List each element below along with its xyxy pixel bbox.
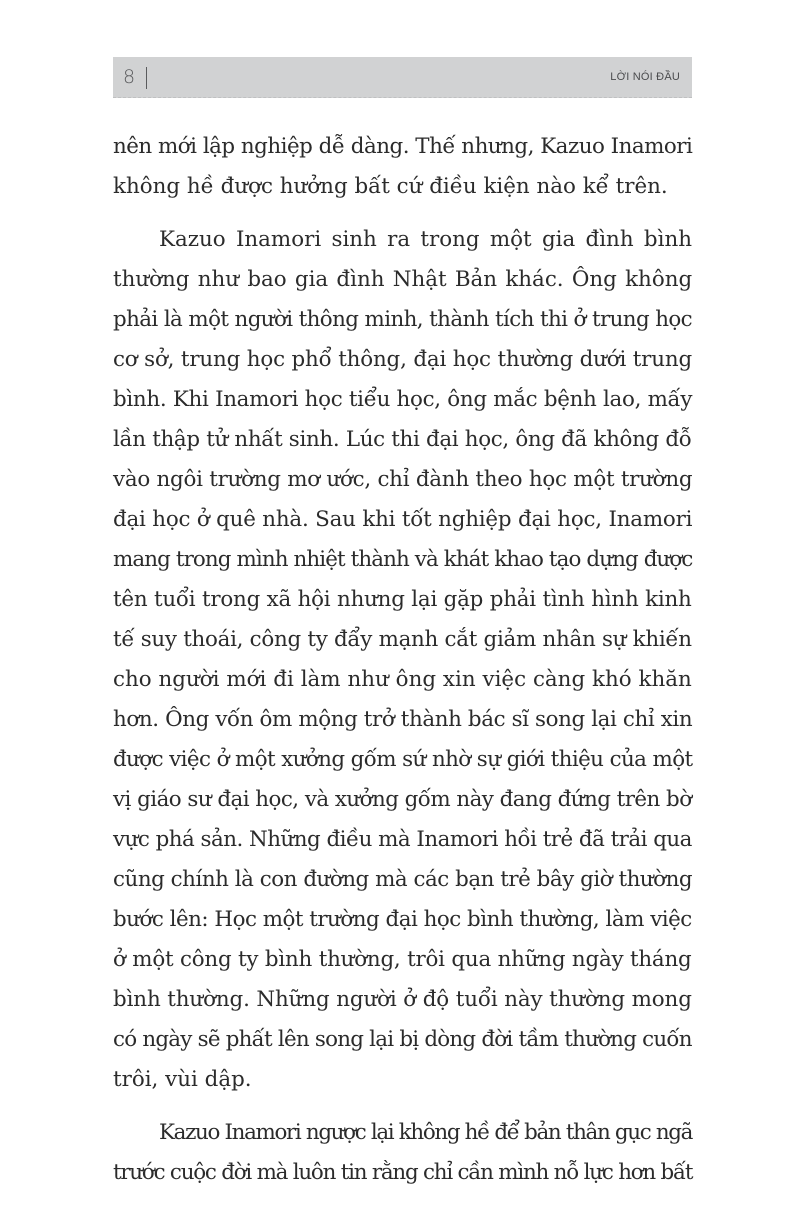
text-line: trôi, vùi dập. [113, 1067, 252, 1092]
text-line: đại học ở quê nhà. Sau khi tốt nghiệp đại học, Inamori [113, 507, 693, 532]
text-line: bình. Khi Inamori học tiểu học, ông mắc bệnh lao, mấy [113, 387, 693, 412]
text-line: tế suy thoái, công ty đẩy mạnh cắt giảm nhân sự khiến [113, 627, 692, 652]
text-line: trước cuộc đời mà luôn tin rằng chỉ cần mình nỗ lực hơn bất [113, 1160, 693, 1185]
paragraph [113, 220, 692, 1100]
text-line: vực phá sản. Những điều mà Inamori hồi trẻ đã trải qua [113, 827, 692, 852]
text-line: tên tuổi trong xã hội nhưng lại gặp phải tình hình kinh [113, 587, 692, 612]
body-text [113, 127, 692, 1206]
text-line: có ngày sẽ phất lên song lại bị dòng đời tầm thường cuốn [113, 1027, 692, 1052]
text-line: cơ sở, trung học phổ thông, đại học thường dưới trung [113, 347, 692, 372]
text-line: mang trong mình nhiệt thành và khát khao tạo dựng được [113, 547, 693, 572]
paragraph [113, 1113, 692, 1193]
text-line: hơn. Ông vốn ôm mộng trở thành bác sĩ song lại chỉ xin [113, 707, 693, 732]
page-number: 8 [123, 66, 136, 88]
text-line: bình thường. Những người ở độ tuổi này thường mong [113, 987, 692, 1012]
text-line: bước lên: Học một trường đại học bình thường, làm việc [113, 907, 692, 932]
text-line: Kazuo Inamori ngược lại không hề để bản thân gục ngã [159, 1120, 693, 1145]
running-header [113, 57, 692, 98]
paragraph [113, 127, 692, 207]
header-divider [146, 67, 147, 89]
text-line: được việc ở một xưởng gốm sứ nhờ sự giới thiệu của một [113, 747, 693, 772]
text-line: vị giáo sư đại học, và xưởng gốm này đang đứng trên bờ [113, 787, 692, 812]
text-line: lần thập tử nhất sinh. Lúc thi đại học, ông đã không đỗ [113, 427, 692, 452]
text-line: ở một công ty bình thường, trôi qua những ngày tháng [113, 947, 692, 972]
text-line: phải là một người thông minh, thành tích thi ở trung học [113, 307, 693, 332]
text-line: cho người mới đi làm như ông xin việc càng khó khăn [113, 667, 692, 692]
text-line: cũng chính là con đường mà các bạn trẻ bây giờ thường [113, 867, 693, 892]
text-line: nên mới lập nghiệp dễ dàng. Thế nhưng, Kazuo Inamori [113, 134, 693, 159]
chapter-title: LỜI NÓI ĐẦU [610, 71, 680, 83]
text-line: thường như bao gia đình Nhật Bản khác. Ông không [113, 267, 693, 292]
text-line: không hề được hưởng bất cứ điều kiện nào kể trên. [113, 174, 668, 199]
text-line: Kazuo Inamori sinh ra trong một gia đình bình [159, 227, 692, 252]
text-line: vào ngôi trường mơ ước, chỉ đành theo học một trường [113, 467, 693, 492]
